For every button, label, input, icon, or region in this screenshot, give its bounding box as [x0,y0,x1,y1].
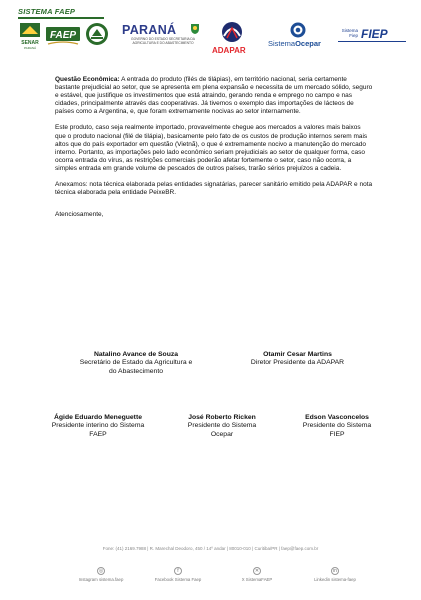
economic-issue-label: Questão Econômica: [55,76,120,83]
faep-logo-label: FAEP [49,30,77,41]
sindicato-logo [85,22,109,48]
signer-name: Edson Vasconcelos [305,414,369,421]
ocepar-emblem-icon [268,22,328,38]
adapar-emblem-icon [210,20,260,48]
signer-title-line: Ocepar [210,430,234,438]
letterhead [0,0,421,64]
facebook-icon: f [174,567,182,575]
signer-title-line: FIEP [329,430,345,438]
fiep-logo [338,26,408,48]
fiep-underline [338,41,406,42]
signature-adapar [225,351,370,368]
signer-title-line: do Abastecimento [108,367,164,375]
signature-ocepar [167,414,277,439]
letter-body [55,76,373,227]
social-x[interactable] [222,567,292,582]
senar-label: SENAR [21,40,39,46]
signer-title-line: Secretário de Estado da Agricultura e [79,359,193,367]
signer-title-line: Presidente do Sistema [302,422,372,430]
adapar-logo [210,20,260,60]
signer-name: José Roberto Ricken [188,414,256,421]
paragraph-attachments: Anexamos: nota técnica elaborada pelas entidades signatárias, parecer sanitário emitido pela ADAPAR e nota técnica elaborada pela entidade PeixeBR. [55,181,373,197]
closing-salutation: Atenciosamente, [55,211,104,219]
social-handle: SistemaFAEP [245,577,273,582]
parana-seal-icon [190,23,200,34]
adapar-wordmark: ADAPAR [212,46,246,55]
ocepar-logo [268,22,328,56]
parana-subtitle: GOVERNO DO ESTADO SECRETARIA DA AGRICULTURA E DO ABASTECIMENTO [131,37,195,45]
social-facebook[interactable] [143,567,213,582]
ocepar-prefix: Sistema [268,39,296,48]
senar-logo [18,22,42,50]
social-handle: Sistema Faep [174,577,202,582]
signer-name: Otamir Cesar Martins [263,351,332,358]
signature-faep [38,414,158,439]
paragraph-economic-issue [55,76,373,116]
faep-logo [46,25,80,47]
instagram-icon: ◎ [98,568,104,574]
signer-title-line: Presidente interino do Sistema [51,422,145,430]
fiep-wordmark: FIEP [361,27,388,41]
social-network: Instagram [78,577,98,582]
signer-title-line: Presidente do Sistema [187,422,257,430]
parana-wordmark: PARANÁ [122,23,177,37]
signer-title-line: FAEP [89,430,107,438]
signer-name: Ágide Eduardo Meneguette [54,414,142,421]
ocepar-name: Ocepar [295,39,321,48]
x-icon: ✕ [254,568,260,574]
footer-contact: Fone: (41) 2169.7988 | R. Marechal Deodoro, 450 / 14º andar | 80010-010 | Curitiba/PR | faep@faep.com.br [102,546,319,551]
social-linkedin[interactable] [300,567,370,582]
social-handle: sistema-faep [331,577,356,582]
linkedin-icon: in [331,567,339,575]
fiep-sistema-label: Sistema Fiep [341,28,358,38]
sistema-faep-title: SISTEMA FAEP [18,7,76,16]
economic-issue-text: A entrada do produto (filés de tilápias), em território nacional, seria certamente bastante prejudicial ao setor, que se apresenta em plena expansão e necessita de um mercado sólido, seguro e estável, que justifique os investimentos que está atraindo, gerando renda e emprego no campo e nas cidades, principalmente através das cooperativas. Já tivemos o exemplo das importações de lácteos de países como a Argentina, e, que foram extremamente nocivas ao setor internamente. [55,76,373,116]
faep-divider [18,17,104,19]
signer-title-line: Diretor Presidente da ADAPAR [250,359,345,367]
signature-fiep [282,414,392,439]
social-instagram[interactable] [66,567,136,582]
letter-footer [0,542,421,600]
signer-name: Natalino Avance de Souza [93,351,179,358]
senar-sub: PARANÁ [23,46,37,50]
social-network: Facebook [154,577,174,582]
social-network: Linkedin [314,577,331,582]
social-network: X [241,577,245,582]
signature-secretary [48,351,224,376]
ocepar-wordmark [268,39,321,48]
paragraph-import-impact: Este produto, caso seja realmente importado, provavelmente chegue aos mercados a valores mais baixos que o produto nacional (filé de tilápia), basicamente pelo fato de os custos de produção internos serem mais altos que do país exportador em questão (Vietnã), o que é extremamente nocivo a manutenção do mercado interno. Portanto, as importações pelo lado econômico seriam prejudiciais ao setor de qualquer forma, caso ocorra entrada do vírus, as restrições comerciais poderão afetar fortemente o setor, caso não ocorra, a simples entrada em grande volume de pescados de outros países, trarão sérios prejuízos a cadeia. [55,124,368,172]
parana-government-logo [122,23,202,57]
social-handle: sistema.faep [98,577,124,582]
